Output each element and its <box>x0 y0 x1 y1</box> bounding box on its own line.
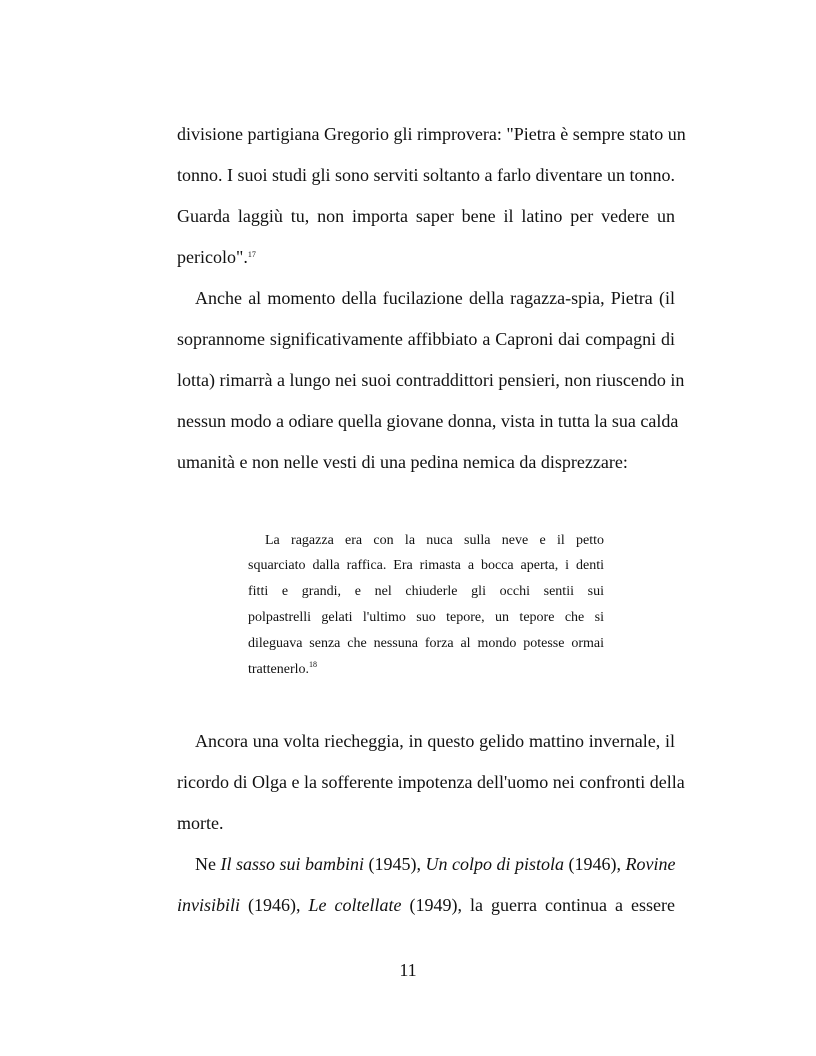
book-title: Le coltellate <box>308 895 402 915</box>
quote-line: polpastrelli gelati l'ultimo suo tepore, un tepore che si <box>248 610 604 625</box>
text-line: nessun modo a odiare quella giovane donna, vista in tutta la sua calda <box>177 411 679 431</box>
text-span: trattenerlo. <box>248 662 310 677</box>
text-line: divisione partigiana Gregorio gli rimprovera: "Pietra è sempre stato un <box>177 124 686 144</box>
text-line: ricordo di Olga e la sofferente impotenza dell'uomo nei confronti della <box>177 772 685 792</box>
text-span: (1949), la guerra continua a essere <box>401 895 676 915</box>
text-line: umanità e non nelle vesti di una pedina nemica da disprezzare: <box>177 452 628 472</box>
text-line <box>177 246 675 268</box>
text-span: pericolo". <box>177 247 248 267</box>
text-line: lotta) rimarrà a lungo nei suoi contraddittori pensieri, non riuscendo in <box>177 370 685 390</box>
quote-line <box>248 661 604 679</box>
text-span: (1945), <box>364 854 426 874</box>
book-title: Un colpo di pistola <box>425 854 565 874</box>
text-line: soprannome significativamente affibbiato a Caproni dai compagni di <box>177 329 675 349</box>
text-line: Guarda laggiù tu, non importa saper bene il latino per vedere un <box>177 206 675 226</box>
footnote-ref: 17 <box>247 250 256 259</box>
book-title: Il sasso sui bambini <box>220 854 365 874</box>
quote-line: squarciato dalla raffica. Era rimasta a bocca aperta, i denti <box>248 558 604 573</box>
page-number: 11 <box>399 960 417 980</box>
quote-line: La ragazza era con la nuca sulla neve e il petto <box>265 533 604 548</box>
text-line <box>177 894 675 916</box>
text-line <box>195 853 675 875</box>
footnote-ref: 18 <box>309 660 318 669</box>
text-line: tonno. I suoi studi gli sono serviti soltanto a farlo diventare un tonno. <box>177 165 675 185</box>
book-title: invisibili <box>177 895 240 915</box>
text-span: (1946), <box>240 895 309 915</box>
book-title: Rovine <box>625 854 676 874</box>
text-span: Ne <box>195 854 221 874</box>
quote-line: fitti e grandi, e nel chiuderle gli occhi sentii sui <box>248 584 604 599</box>
text-line: Anche al momento della fucilazione della ragazza-spia, Pietra (il <box>195 288 675 308</box>
quote-line: dileguava senza che nessuna forza al mondo potesse ormai <box>248 636 604 651</box>
text-line: morte. <box>177 813 224 833</box>
text-line: Ancora una volta riecheggia, in questo gelido mattino invernale, il <box>195 731 675 751</box>
text-span: (1946), <box>564 854 626 874</box>
